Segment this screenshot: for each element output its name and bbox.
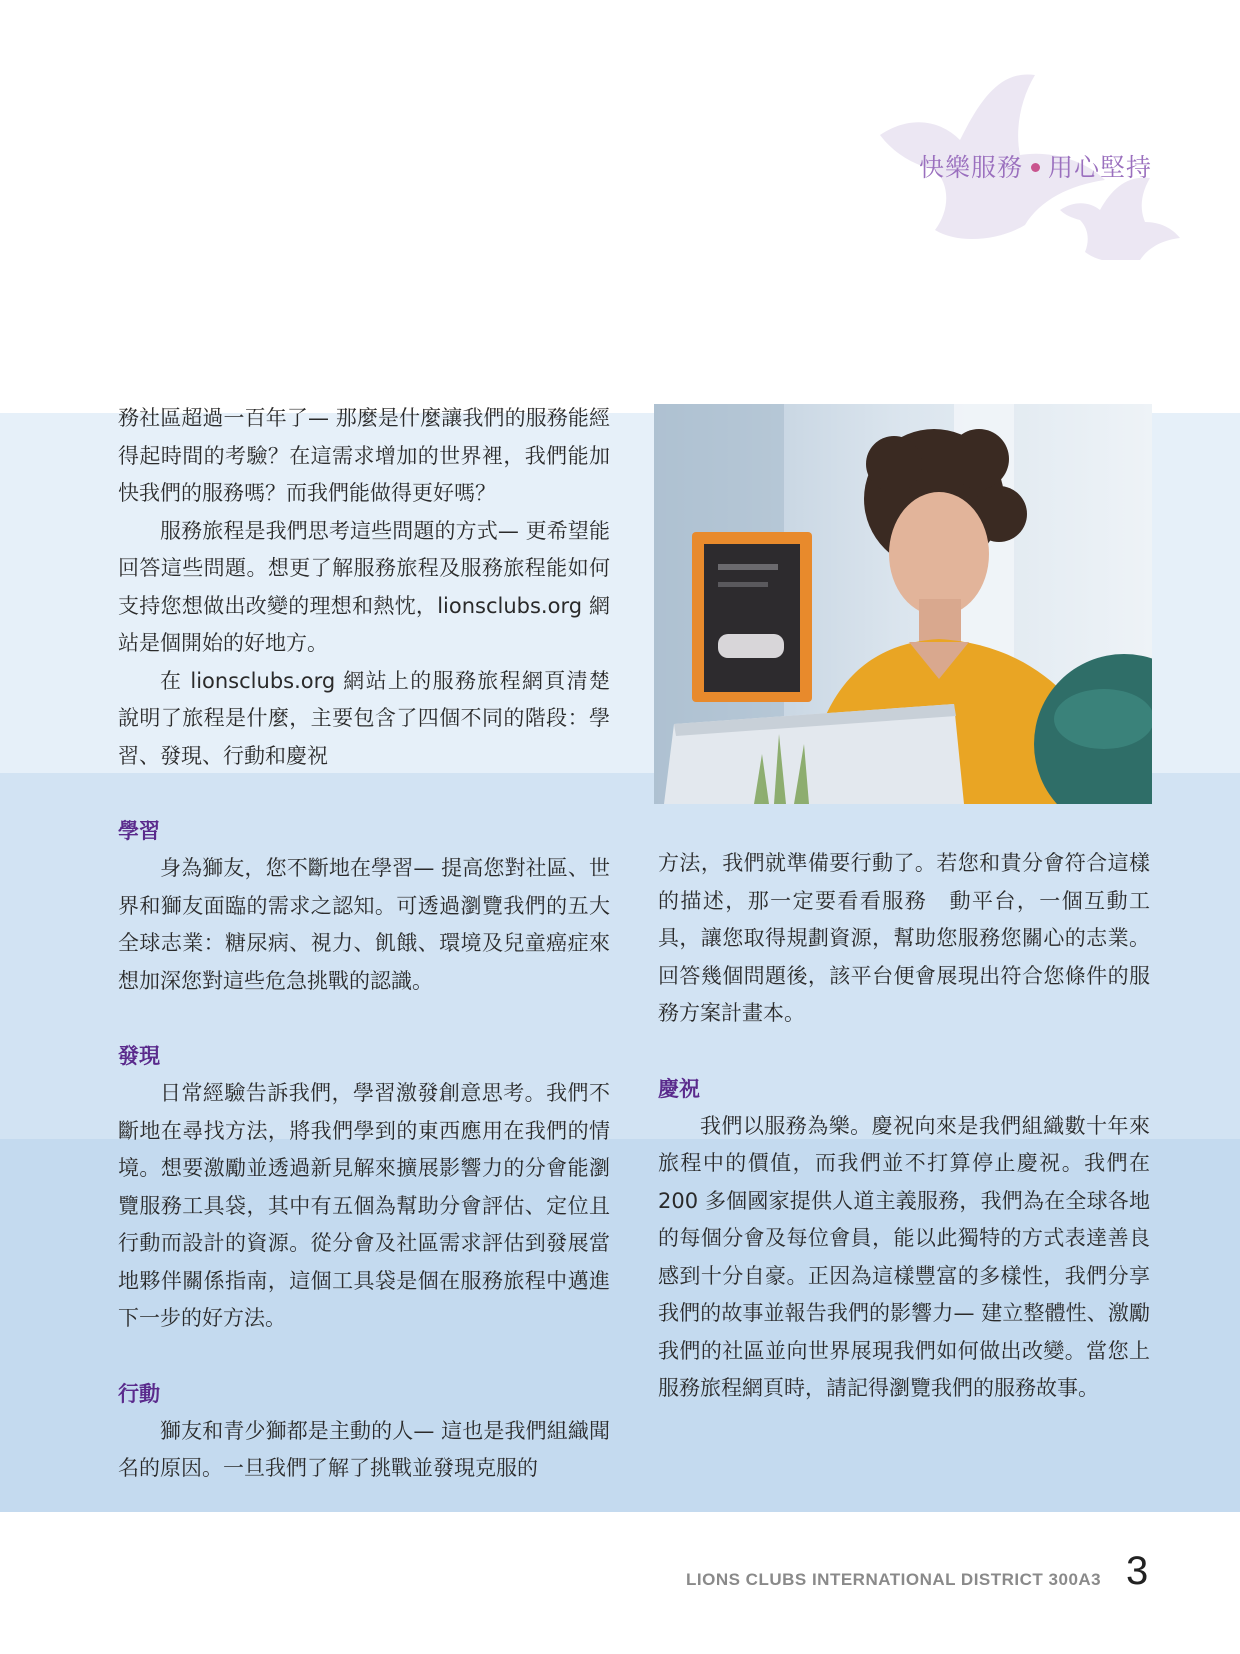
section-body-learn: 身為獅友，您不斷地在學習— 提高您對社區、世界和獅友面臨的需求之認知。可透過瀏覽我們的五大全球志業：糖尿病、視力、飢餓、環境及兒童癌症來想加深您對這些危急挑戰的認識。 <box>118 856 610 993</box>
section-body-discover: 日常經驗告訴我們，學習激發創意思考。我們不斷地在尋找方法，將我們學到的東西應用在我們的情境。想要激勵並透過新見解來擴展影響力的分會能瀏覽服務工具袋，其中有五個為幫助分會評估、定位且行動而設計的資源。從分會及社區需求評估到發展當地夥伴關係指南，這個工具袋是個在服務旅程中邁進下一步的好方法。 <box>118 1081 610 1330</box>
left-column <box>118 400 610 1488</box>
photo-illustration <box>654 404 1152 804</box>
right-column <box>658 845 1150 1408</box>
header-tagline <box>919 148 1152 184</box>
section-heading-celebrate: 慶祝 <box>658 1076 700 1101</box>
footer-organization: LIONS CLUBS INTERNATIONAL DISTRICT 300A3 <box>686 1570 1102 1589</box>
tagline-dot-icon <box>1031 163 1040 172</box>
page-number: 3 <box>1126 1549 1149 1593</box>
section-heading-act: 行動 <box>118 1381 160 1406</box>
intro-paragraph-3: 在 lionsclubs.org 網站上的服務旅程網頁清楚說明了旅程是什麼，主要包含了四個不同的階段：學習、發現、行動和慶祝 <box>118 668 610 768</box>
intro-paragraph-1: 務社區超過一百年了— 那麼是什麼讓我們的服務能經得起時間的考驗？在這需求增加的世界裡，我們能加快我們的服務嗎？而我們能做得更好嗎？ <box>118 406 610 505</box>
section-heading-discover: 發現 <box>118 1044 160 1068</box>
section-body-celebrate: 我們以服務為樂。慶祝向來是我們組織數十年來旅程中的價值，而我們並不打算停止慶祝。我們在 200 多個國家提供人道主義服務，我們為在全球各地的每個分會及每位會員，能以此獨特的方式表達善良感到十分自豪。正因為這樣豐富的多樣性，我們分享我們的故事並報告我們的影響力— 建立整體性、激勵我們的社區並向世界展現我們如何做出改變。當您上服務旅程網頁時，請記得瀏覽我們的服務故事。 <box>658 1113 1150 1400</box>
tagline-left: 快樂服務 <box>918 153 1023 182</box>
section-body-act: 獅友和青少獅都是主動的人— 這也是我們組織聞名的原因。一旦我們了解了挑戰並發現克服的 <box>118 1418 610 1480</box>
woman-with-laptop-photo <box>654 404 1152 804</box>
section-body-act-continued: 方法，我們就準備要行動了。若您和貴分會符合這樣的描述，那一定要看看服務 動平台，一個互動工具，讓您取得規劃資源，幫助您服務您關心的志業。回答幾個問題後，該平台便會展現出符合您條件的服務方案計畫本。 <box>658 851 1150 1025</box>
section-heading-learn: 學習 <box>118 819 160 843</box>
tagline-right: 用心堅持 <box>1047 153 1152 182</box>
intro-paragraph-2: 服務旅程是我們思考這些問題的方式— 更希望能回答這些問題。想更了解服務旅程及服務旅程能如何支持您想做出改變的理想和熱忱，lionsclubs.org 網站是個開始的好地方。 <box>118 518 610 655</box>
